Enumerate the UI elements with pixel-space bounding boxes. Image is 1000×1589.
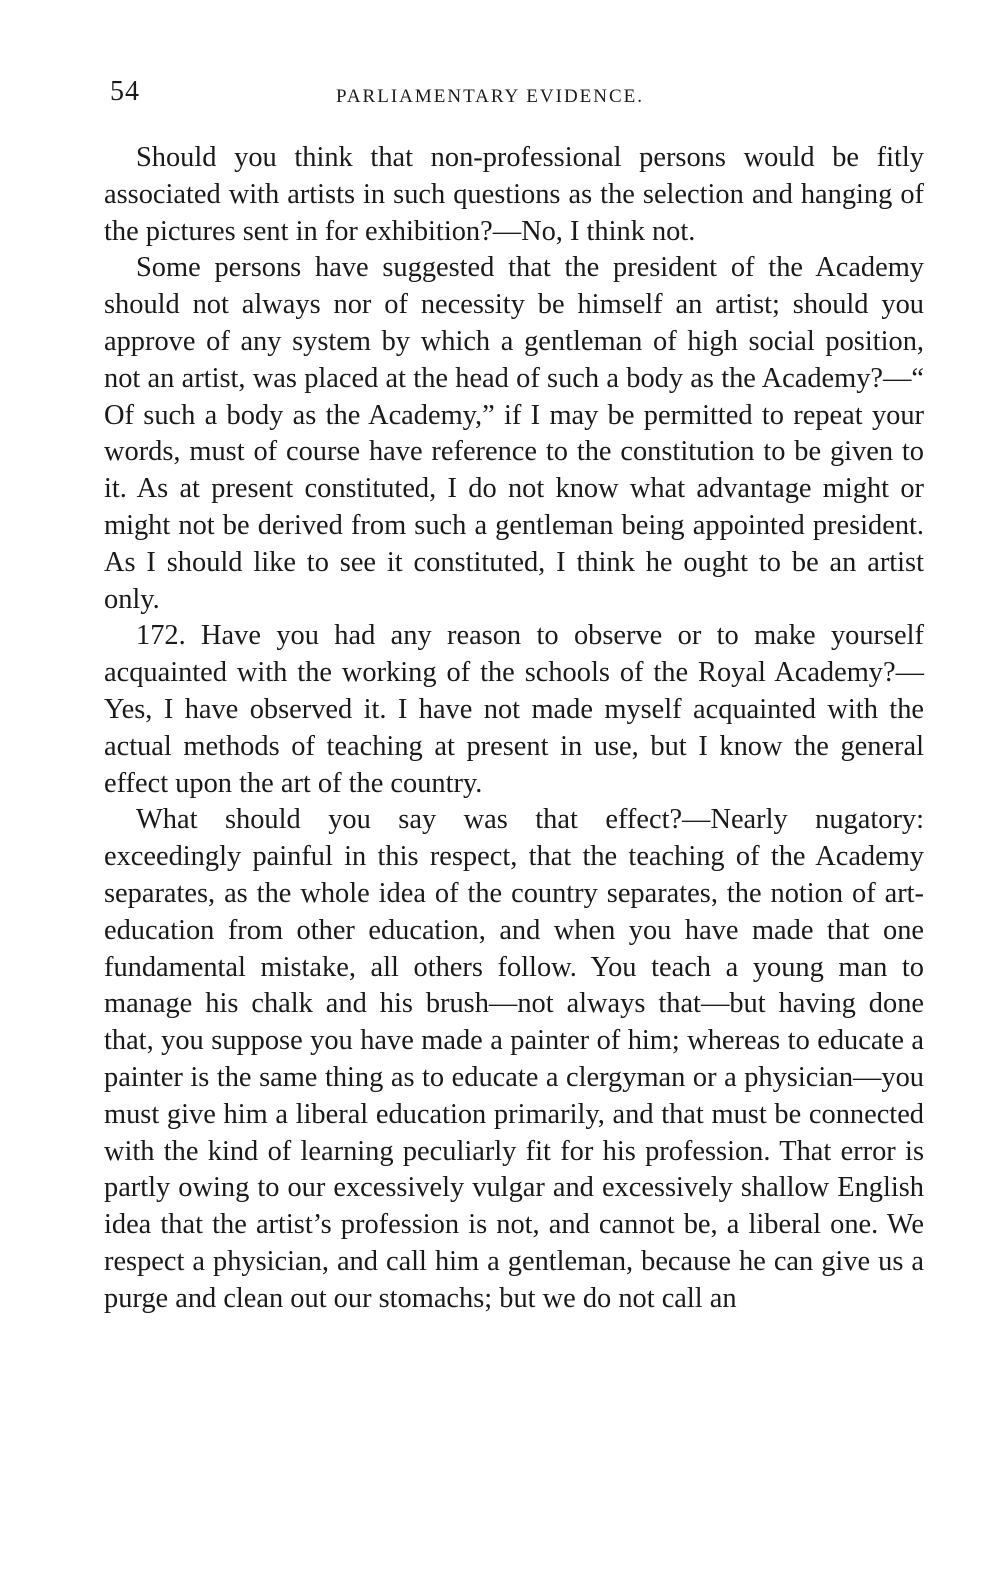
body-text [104, 140, 924, 1318]
page-number: 54 [110, 76, 140, 107]
paragraph-1: Should you think that non-professional persons would be fitly associated with artists in such questions as the selection and hanging of the pictures sent in for exhibition?—No, I think not. [104, 142, 924, 247]
paragraph-4: What should you say was that effect?—Nearly nugatory: exceedingly painful in this respect, that the teaching of the Academy separates, as the whole idea of the country separates, the notion of art-education from other education, and when you have made that one fundamental mistake, all others follow. You teach a young man to manage his chalk and his brush—not always that—but having done that, you suppose you have made a painter of him; whereas to educate a painter is the same thing as to educate a clergyman or a physician—you must give him a liberal education primarily, and that must be connected with the kind of learning peculiarly fit for his profession. That error is partly owing to our excessively vulgar and excessively shallow English idea that the artist’s profession is not, and cannot be, a liberal one. We respect a physician, and call him a gentleman, because he can give us a purge and clean out our stomachs; but we do not call an [104, 804, 924, 1314]
paragraph-2: Some persons have suggested that the president of the Academy should not always nor of necessity be himself an artist; should you approve of any system by which a gentleman of high social position, not an artist, was placed at the head of such a body as the Academy?—“ Of such a body as the Academy,” if I may be permitted to repeat your words, must of course have reference to the constitution to be given to it. As at present constituted, I do not know what advantage might or might not be derived from such a gentleman being appointed president. As I should like to see it constituted, I think he ought to be an artist only. [104, 252, 924, 615]
paragraph-3: 172. Have you had any reason to observe or to make yourself acquainted with the working of the schools of the Royal Academy?—Yes, I have observed it. I have not made myself acquainted with the actual methods of teaching at present in use, but I know the general effect upon the art of the country. [104, 620, 924, 799]
running-head: PARLIAMENTARY EVIDENCE. [336, 86, 645, 107]
page-header [104, 76, 924, 116]
